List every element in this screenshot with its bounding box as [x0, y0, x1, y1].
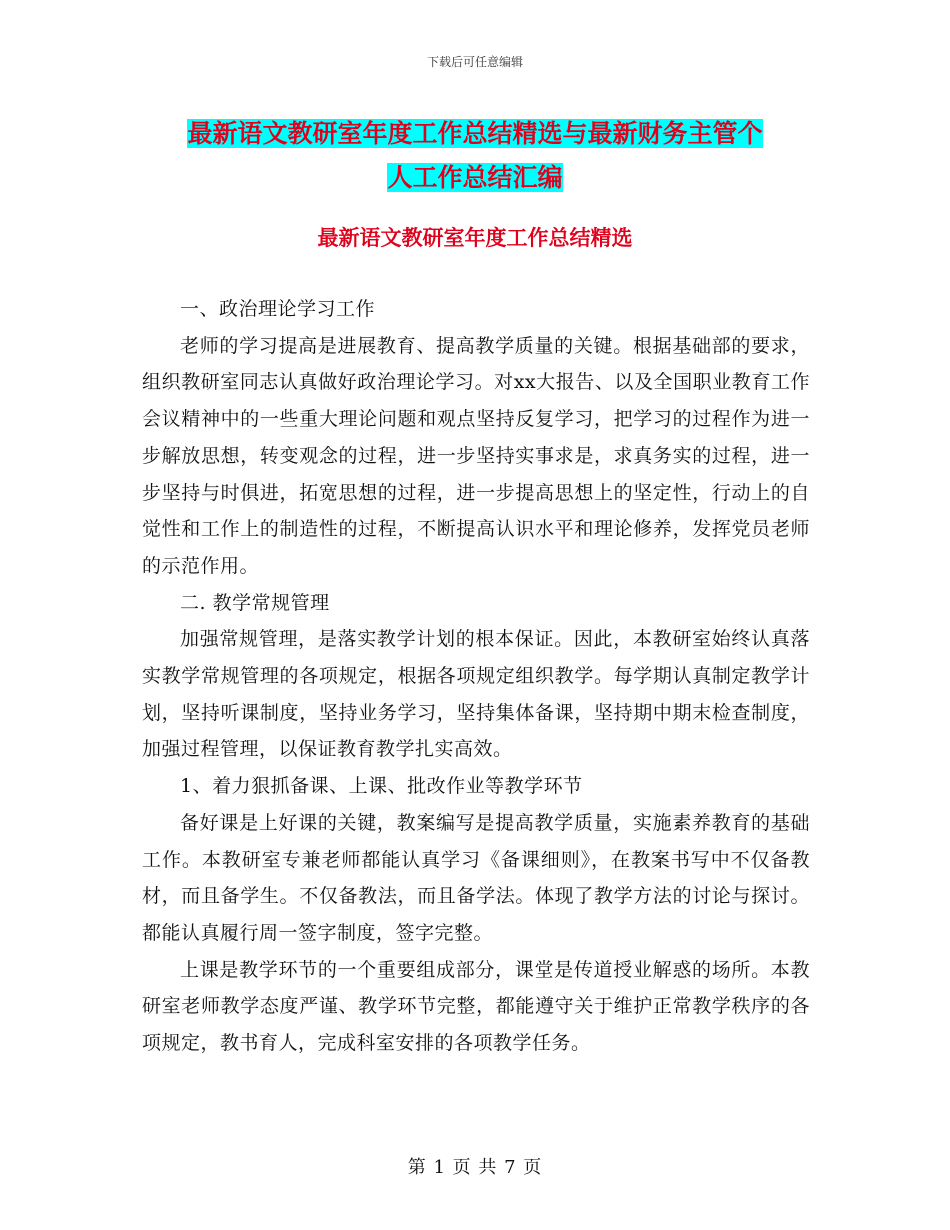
page-number: 第 1 页 共 7 页: [407, 1157, 543, 1178]
paragraph-lesson-prep: 备好课是上好课的关键，教案编写是提高教学质量，实施素养教育的基础工作。本教研室专兼老师都能认真学习《备课细则》，在教案书写中不仅备教材，而且备学生。不仅备教法，而且备学法。体现了教学方法的讨论与探讨。都能认真履行周一签字制度，签字完整。: [142, 811, 810, 944]
paragraph-teaching-management: 加强常规管理，是落实教学计划的根本保证。因此，本教研室始终认真落实教学常规管理的各项规定，根据各项规定组织教学。每学期认真制定教学计划，坚持听课制度，坚持业务学习，坚持集体备课，坚持期中期末检查制度，加强过程管理，以保证教育教学扎实高效。: [142, 628, 810, 761]
heading-political-study: 一、政治理论学习工作: [180, 298, 376, 320]
document-title-line2: 人工作总结汇编: [387, 163, 563, 192]
heading-teaching-management: 二. 教学常规管理: [180, 591, 330, 614]
heading-teaching-links: 1、着力狠抓备课、上课、批改作业等教学环节: [180, 775, 583, 798]
document-body: [142, 291, 810, 1062]
paragraph-classroom: 上课是教学环节的一个重要组成部分，课堂是传道授业解惑的场所。本教研室老师教学态度严谨、教学环节完整，都能遵守关于维护正常教学秩序的各项规定，教书育人，完成科室安排的各项教学任务。: [142, 958, 810, 1055]
paragraph-political-study: 老师的学习提高是进展教育、提高教学质量的关键。根据基础部的要求，组织教研室同志认真做好政治理论学习。对xx大报告、以及全国职业教育工作会议精神中的一些重大理论问题和观点坚持反复学习，把学习的过程作为进一步解放思想，转变观念的过程，进一步坚持实事求是，求真务实的过程，进一步坚持与时俱进，拓宽思想的过程，进一步提高思想上的坚定性，行动上的自觉性和工作上的制造性的过程，不断提高认识水平和理论修养，发挥党员老师的示范作用。: [142, 334, 810, 577]
section-title: 最新语文教研室年度工作总结精选: [317, 226, 633, 250]
document-title-line1: 最新语文教研室年度工作总结精选与最新财务主管个: [187, 119, 763, 148]
document-title: [140, 112, 810, 200]
header-note: 下载后可任意编辑: [426, 55, 523, 69]
